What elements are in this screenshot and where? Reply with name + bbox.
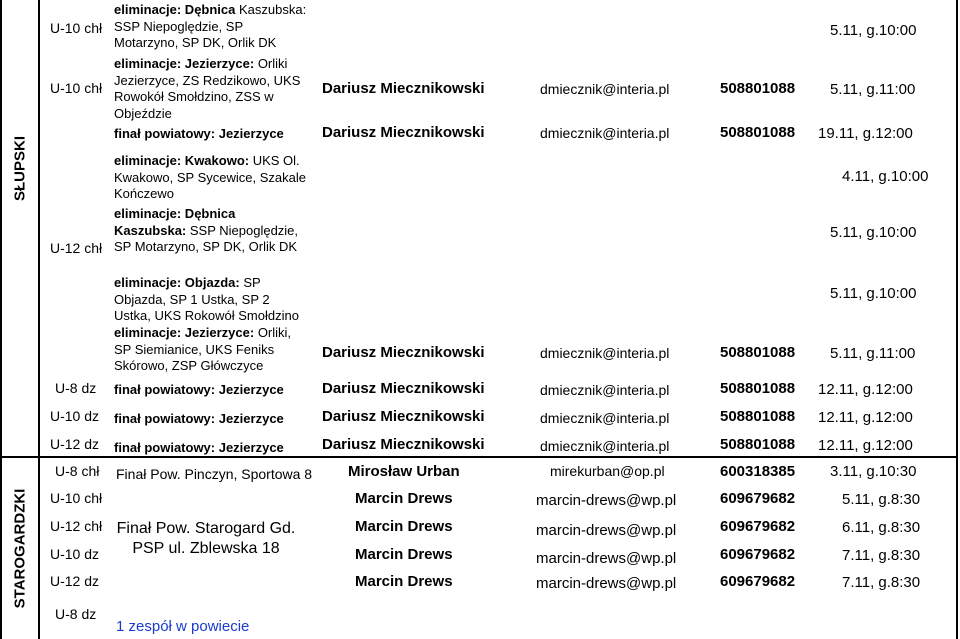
- event-description: [114, 153, 309, 203]
- contact-name: Dariusz Miecznikowski: [322, 436, 485, 453]
- contact-email[interactable]: marcin-drews@wp.pl: [536, 492, 677, 509]
- event-description: [114, 440, 319, 457]
- date: 5.11, g.10:00: [830, 285, 917, 302]
- category: U-12 dz: [50, 436, 100, 452]
- date: 7.11, g.8:30: [842, 574, 921, 591]
- category: U-10 chł: [50, 20, 103, 36]
- event-bold: finał powiatowy: Jezierzyce: [114, 126, 284, 141]
- event-bold: eliminacje: Dębnica Kaszubska:: [114, 206, 236, 238]
- contact-name: Mirosław Urban: [348, 463, 460, 480]
- region-label-starogardzki: STAROGARDZKI: [11, 488, 29, 609]
- date: 3.11, g.10:30: [830, 463, 917, 480]
- contact-name: Dariusz Miecznikowski: [322, 124, 485, 141]
- contact-phone: 609679682: [720, 518, 796, 535]
- date: 5.11, g.11:00: [830, 345, 916, 362]
- contact-phone: 600318385: [720, 463, 796, 480]
- contact-email[interactable]: dmiecznik@interia.pl: [540, 125, 670, 141]
- contact-phone: 508801088: [720, 436, 796, 453]
- border-right: [956, 0, 958, 639]
- event-rest: Kaszubska: SSP Niepoględzie, SP Motarzyno, SP DK, Orlik DK: [114, 2, 307, 50]
- event-rest: Orliki Jezierzyce, ZS Redzikowo, UKS Rowokół Smołdzino, ZSS w Objeździe: [114, 56, 301, 121]
- event-description: [114, 2, 309, 52]
- event-bold: finał powiatowy: Jezierzyce: [114, 382, 284, 397]
- event-description: [114, 411, 319, 428]
- event-description: [114, 325, 309, 375]
- contact-name: Marcin Drews: [355, 546, 453, 563]
- category: U-12 chł: [50, 240, 103, 256]
- date: 7.11, g.8:30: [842, 547, 921, 564]
- contact-name: Marcin Drews: [355, 573, 453, 590]
- contact-phone: 609679682: [720, 573, 796, 590]
- event-rest: Orliki, SP Siemianice, UKS Feniks Skórowo, ZSP Główczyce: [114, 325, 292, 373]
- category: U-10 chł: [50, 80, 103, 96]
- contact-phone: 609679682: [720, 490, 796, 507]
- date: 5.11, g.10:00: [830, 224, 917, 241]
- event-description: [114, 206, 309, 256]
- contact-phone: 508801088: [720, 344, 796, 361]
- border-left: [0, 0, 2, 639]
- event-bold: eliminacje: Kwakowo:: [114, 153, 250, 168]
- contact-name: Marcin Drews: [355, 518, 453, 535]
- date: 5.11, g.11:00: [830, 81, 916, 98]
- event-bold: eliminacje: Dębnica: [114, 2, 236, 17]
- contact-phone: 508801088: [720, 124, 796, 141]
- contact-name: Marcin Drews: [355, 490, 453, 507]
- contact-email[interactable]: marcin-drews@wp.pl: [536, 550, 677, 567]
- contact-phone: 508801088: [720, 380, 796, 397]
- event-bold: eliminacje: Jezierzyce:: [114, 325, 255, 340]
- contact-email[interactable]: dmiecznik@interia.pl: [540, 345, 670, 361]
- event-description: [114, 56, 309, 122]
- category: U-8 dz: [55, 606, 97, 622]
- category: U-10 dz: [50, 546, 100, 562]
- event-description: [114, 126, 319, 143]
- event-bold: eliminacje: Objazda:: [114, 275, 240, 290]
- contact-email[interactable]: mirekurban@op.pl: [550, 463, 665, 479]
- contact-email[interactable]: dmiecznik@interia.pl: [540, 382, 670, 398]
- date: 12.11, g.12:00: [818, 437, 913, 454]
- date: 4.11, g.10:00: [842, 168, 929, 185]
- contact-phone: 508801088: [720, 80, 796, 97]
- category: U-10 dz: [50, 408, 100, 424]
- contact-email[interactable]: marcin-drews@wp.pl: [536, 522, 677, 539]
- contact-name: Dariusz Miecznikowski: [322, 380, 485, 397]
- date: 6.11, g.8:30: [842, 519, 921, 536]
- date: 12.11, g.12:00: [818, 409, 913, 426]
- event-bold: eliminacje: Jezierzyce:: [114, 56, 255, 71]
- event-description: [114, 382, 319, 399]
- event-description: [114, 275, 309, 325]
- date: 5.11, g.8:30: [842, 491, 921, 508]
- category: U-8 dz: [55, 380, 97, 396]
- contact-name: Dariusz Miecznikowski: [322, 80, 485, 97]
- region-divider: [38, 0, 40, 639]
- category: U-12 dz: [50, 573, 100, 589]
- event-bold: finał powiatowy: Jezierzyce: [114, 411, 284, 426]
- contact-name: Dariusz Miecznikowski: [322, 408, 485, 425]
- contact-email[interactable]: dmiecznik@interia.pl: [540, 438, 670, 454]
- contact-phone: 508801088: [720, 408, 796, 425]
- contact-name: Dariusz Miecznikowski: [322, 344, 485, 361]
- starogard-venue: Finał Pow. Starogard Gd. PSP ul. Zblewska 18: [116, 520, 296, 557]
- category: U-10 chł: [50, 490, 103, 506]
- category: U-8 chł: [55, 463, 100, 479]
- contact-email[interactable]: dmiecznik@interia.pl: [540, 410, 670, 426]
- event-rest: UKS Ol. Kwakowo, SP Sycewice, Szakale Kończewo: [114, 153, 306, 201]
- team-note: 1 zespół w powiecie: [116, 618, 250, 635]
- event-rest: SSP Niepoględzie, SP Motarzyno, SP DK, Orlik DK: [114, 222, 299, 254]
- event-rest: SP Objazda, SP 1 Ustka, SP 2 Ustka, UKS Rokowół Smołdzino: [114, 275, 299, 323]
- event-bold: finał powiatowy: Jezierzyce: [114, 440, 284, 455]
- date: 12.11, g.12:00: [818, 381, 913, 398]
- region-label-slupski: SŁUPSKI: [11, 136, 29, 202]
- date: 19.11, g.12:00: [818, 125, 913, 142]
- venue: Finał Pow. Pinczyn, Sportowa 8: [116, 466, 313, 482]
- contact-email[interactable]: dmiecznik@interia.pl: [540, 81, 670, 97]
- date: 5.11, g.10:00: [830, 22, 917, 39]
- contact-email[interactable]: marcin-drews@wp.pl: [536, 575, 677, 592]
- category: U-12 chł: [50, 518, 103, 534]
- contact-phone: 609679682: [720, 546, 796, 563]
